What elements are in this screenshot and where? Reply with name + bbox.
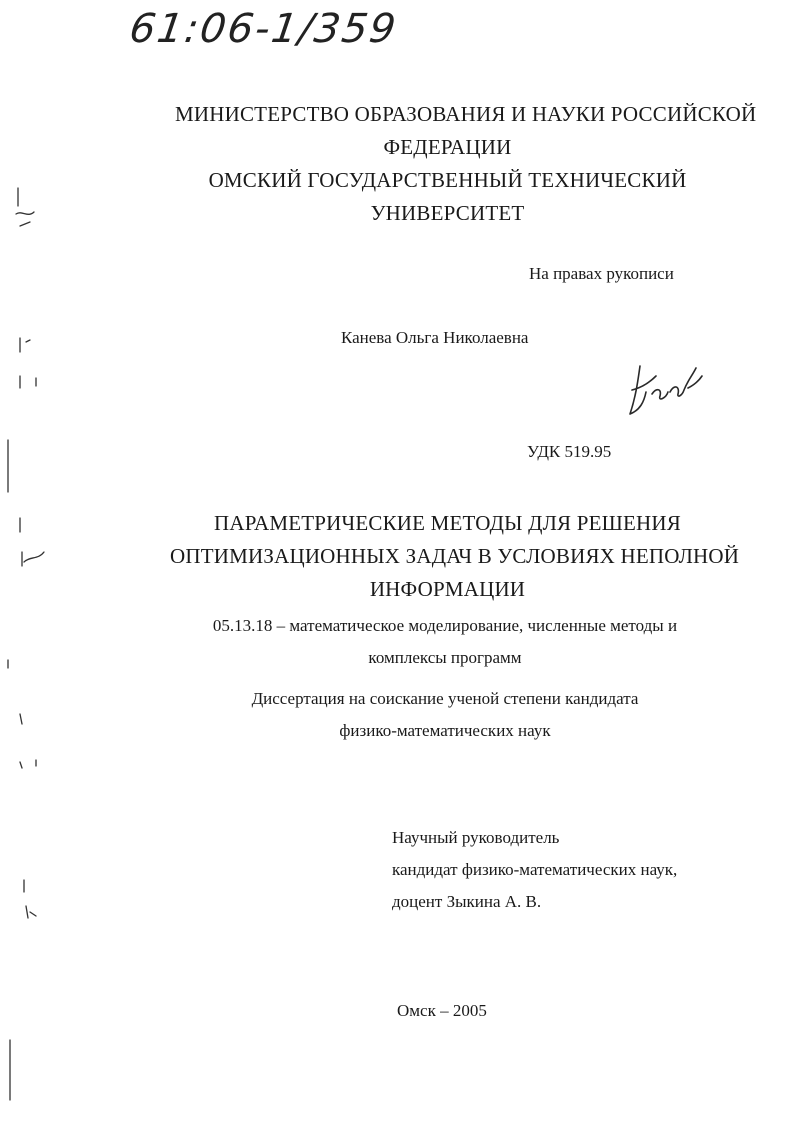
dissertation-title: [170, 507, 740, 606]
degree-statement: [225, 683, 665, 747]
archive-code: 61:06-1/359: [126, 6, 401, 52]
title-line-1: ПАРАМЕТРИЧЕСКИЕ МЕТОДЫ ДЛЯ РЕШЕНИЯ: [214, 511, 681, 535]
supervisor-line-2: кандидат физико-математических наук,: [392, 860, 678, 879]
supervisor-line-3: доцент Зыкина А. В.: [392, 892, 542, 911]
udk-code: УДК 519.95: [527, 442, 612, 461]
manuscript-note: На правах рукописи: [529, 264, 674, 283]
author-name: Канева Ольга Николаевна: [341, 328, 529, 347]
specialty-line-1: 05.13.18 – математическое моделирование, численные методы и: [212, 616, 678, 635]
institution-header: [175, 98, 757, 230]
title-line-3: ИНФОРМАЦИИ: [369, 577, 526, 601]
specialty: [185, 610, 705, 674]
university-line-2: УНИВЕРСИТЕТ: [370, 201, 525, 225]
degree-line-1: Диссертация на соискание ученой степени кандидата: [251, 689, 639, 708]
ministry-line-2: ФЕДЕРАЦИИ: [383, 135, 512, 159]
scan-margin-marks: [0, 0, 60, 1125]
title-line-2: ОПТИМИЗАЦИОННЫХ ЗАДАЧ В УСЛОВИЯХ НЕПОЛНОЙ: [170, 544, 740, 568]
ministry-line-1: МИНИСТЕРСТВО ОБРАЗОВАНИЯ И НАУКИ РОССИЙСКОЙ: [175, 102, 757, 126]
degree-line-2: физико-математических наук: [339, 721, 551, 740]
specialty-line-2: комплексы программ: [368, 648, 522, 667]
supervisor-block: [392, 822, 677, 918]
supervisor-line-1: Научный руководитель: [392, 828, 560, 847]
signature: [626, 358, 706, 420]
university-line-1: ОМСКИЙ ГОСУДАРСТВЕННЫЙ ТЕХНИЧЕСКИЙ: [208, 168, 687, 192]
city-year: Омск – 2005: [397, 1001, 487, 1020]
